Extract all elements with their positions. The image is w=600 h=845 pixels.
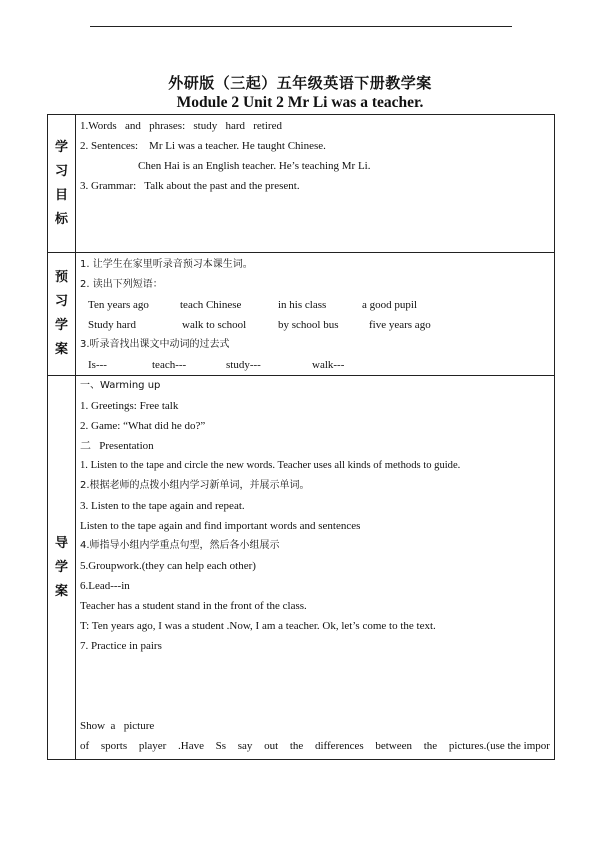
phrase-item: Study hard <box>88 319 136 331</box>
goals-content <box>76 115 555 253</box>
guide-line: 1. Listen to the tape and circle the new words. Teacher uses all kinds of methods to guide. <box>80 460 461 471</box>
guide-line: Listen to the tape again and find important words and sentences <box>80 520 361 532</box>
verb-item: Is--- <box>88 359 107 371</box>
word: pictures.(use the impor <box>448 740 550 752</box>
guide-label-char: 案 <box>54 583 68 599</box>
phrase-item: Ten years ago <box>88 299 149 311</box>
preview-instruction-1: 1. 让学生在家里听录音预习本课生词。 <box>80 259 253 270</box>
guide-label-cell <box>48 376 76 760</box>
goals-label-char: 学 <box>54 139 68 155</box>
guide-line: 2. Game: “What did he do?” <box>80 420 206 432</box>
guide-label-char: 导 <box>54 535 68 551</box>
preview-content <box>76 253 555 376</box>
phrase-item: in his class <box>278 299 327 311</box>
guide-line: 7. Practice in pairs <box>80 640 162 652</box>
verb-item: study--- <box>226 359 261 371</box>
top-rule <box>90 26 512 27</box>
word: out <box>264 740 279 752</box>
guide-content <box>76 376 555 760</box>
word: between <box>375 740 413 752</box>
verb-item: walk--- <box>312 359 345 371</box>
guide-line: 2.根据老师的点拨小组内学习新单词，并展示单词。 <box>80 480 310 491</box>
guide-line: Teacher has a student stand in the front of the class. <box>80 600 307 612</box>
phrases-row-2 <box>76 315 554 335</box>
guide-line: 1. Greetings: Free talk <box>80 400 179 412</box>
verb-item: teach--- <box>152 359 187 371</box>
word: sports <box>100 740 128 752</box>
guide-line: 5.Groupwork.(they can help each other) <box>80 560 256 572</box>
word: Ss <box>215 740 227 752</box>
guide-line: Show a picture <box>80 720 155 732</box>
guide-label-char: 学 <box>54 559 68 575</box>
guide-row <box>48 376 555 760</box>
goals-words-line: 1.Words and phrases: study hard retired <box>80 120 282 132</box>
preview-instruction-2: 2. 读出下列短语： <box>80 279 163 290</box>
goals-sentences-line-2: Chen Hai is an English teacher. He’s teaching Mr Li. <box>138 160 371 172</box>
phrase-item: walk to school <box>182 319 247 331</box>
guide-section-warming: 一、Warming up <box>80 380 161 391</box>
blank-space <box>76 656 554 716</box>
preview-row <box>48 253 555 376</box>
preview-label-char: 案 <box>54 342 68 357</box>
word: player <box>138 740 167 752</box>
goals-grammar-line: 3. Grammar: Talk about the past and the present. <box>80 180 300 192</box>
phrase-item: five years ago <box>369 319 431 331</box>
goals-label-cell <box>48 115 76 253</box>
lesson-plan-table <box>47 114 555 760</box>
guide-line: 3. Listen to the tape again and repeat. <box>80 500 245 512</box>
verbs-row <box>76 355 554 375</box>
goals-label-char: 习 <box>54 163 68 179</box>
preview-label-char: 学 <box>54 318 68 333</box>
guide-line: 6.Lead---in <box>80 580 130 592</box>
guide-label <box>48 532 75 604</box>
preview-label-char: 习 <box>54 294 68 309</box>
guide-line: T: Ten years ago, I was a student .Now, I am a teacher. Ok, let’s come to the text. <box>80 620 436 632</box>
word: the <box>289 740 304 752</box>
word: say <box>237 740 253 752</box>
preview-instruction-3: 3.听录音找出课文中动词的过去式 <box>80 339 230 350</box>
goals-sentences-line: 2. Sentences: Mr Li was a teacher. He taught Chinese. <box>80 140 326 152</box>
phrase-item: by school bus <box>278 319 339 331</box>
word: of <box>80 740 90 752</box>
preview-label-char: 预 <box>54 270 68 285</box>
guide-section-presentation: 二 Presentation <box>80 440 154 452</box>
guide-last-line <box>76 736 554 756</box>
phrase-item: teach Chinese <box>180 299 242 311</box>
preview-label <box>48 266 75 362</box>
phrase-item: a good pupil <box>362 299 417 311</box>
page-title-chinese: 外研版（三起）五年级英语下册教学案 <box>168 74 432 92</box>
guide-line: 4.师指导小组内学重点句型，然后各小组展示 <box>80 540 280 551</box>
goals-label-char: 标 <box>54 211 68 227</box>
word: differences <box>315 740 364 752</box>
phrases-row-1 <box>76 295 554 315</box>
goals-label-char: 目 <box>54 187 68 203</box>
page-title-english: Module 2 Unit 2 Mr Li was a teacher. <box>176 94 424 111</box>
word: .Have <box>178 740 204 752</box>
word: the <box>423 740 438 752</box>
preview-label-cell <box>48 253 76 376</box>
goals-row <box>48 115 555 253</box>
goals-label <box>48 136 75 232</box>
